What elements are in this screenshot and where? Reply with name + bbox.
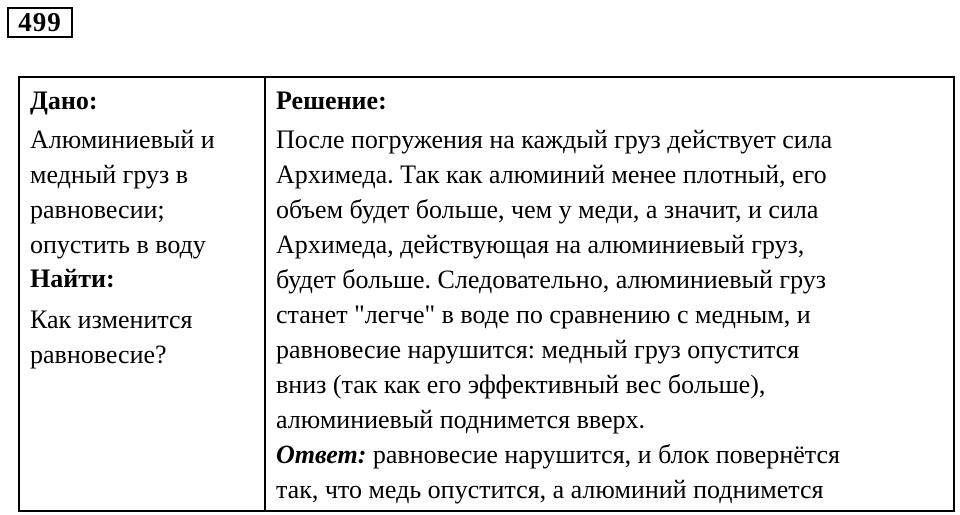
solution-heading: Решение: <box>276 86 387 115</box>
solution-line: станет "легче" в воде по сравнению с медным, и <box>276 300 811 329</box>
solution-line: Архимеда. Так как алюминий менее плотный, его <box>276 160 827 189</box>
answer-line <box>276 437 949 472</box>
solution-text <box>276 122 949 507</box>
given-heading: Дано: <box>30 86 98 115</box>
answer-label: Ответ: <box>276 440 367 469</box>
solution-line: вниз (так как его эффективный вес больше), <box>276 370 766 399</box>
given-text <box>30 122 256 262</box>
solution-line: алюминиевый поднимется вверх. <box>276 405 646 434</box>
find-heading: Найти: <box>30 264 115 293</box>
problem-number: 499 <box>7 7 73 38</box>
given-line: опустить в воду <box>30 230 206 259</box>
solution-line: После погружения на каждый груз действует сила <box>276 125 833 154</box>
solution-table <box>18 76 955 512</box>
given-column <box>20 78 266 510</box>
find-text <box>30 302 256 372</box>
solution-line: равновесие нарушится: медный груз опустится <box>276 335 800 364</box>
answer-line: так, что медь опустится, а алюминий поднимется <box>276 475 824 504</box>
solution-line: объем будет больше, чем у меди, а значит, и сила <box>276 195 819 224</box>
given-line: Алюминиевый и <box>30 125 215 154</box>
find-line: равновесие? <box>30 340 167 369</box>
given-line: медный груз в <box>30 160 189 189</box>
answer-text: равновесие нарушится, и блок повернётся <box>366 440 840 469</box>
solution-line: Архимеда, действующая на алюминиевый груз, <box>276 230 805 259</box>
solution-column <box>266 78 953 510</box>
solution-line: будет больше. Следовательно, алюминиевый груз <box>276 265 827 294</box>
find-line: Как изменится <box>30 305 193 334</box>
given-line: равновесии; <box>30 195 165 224</box>
